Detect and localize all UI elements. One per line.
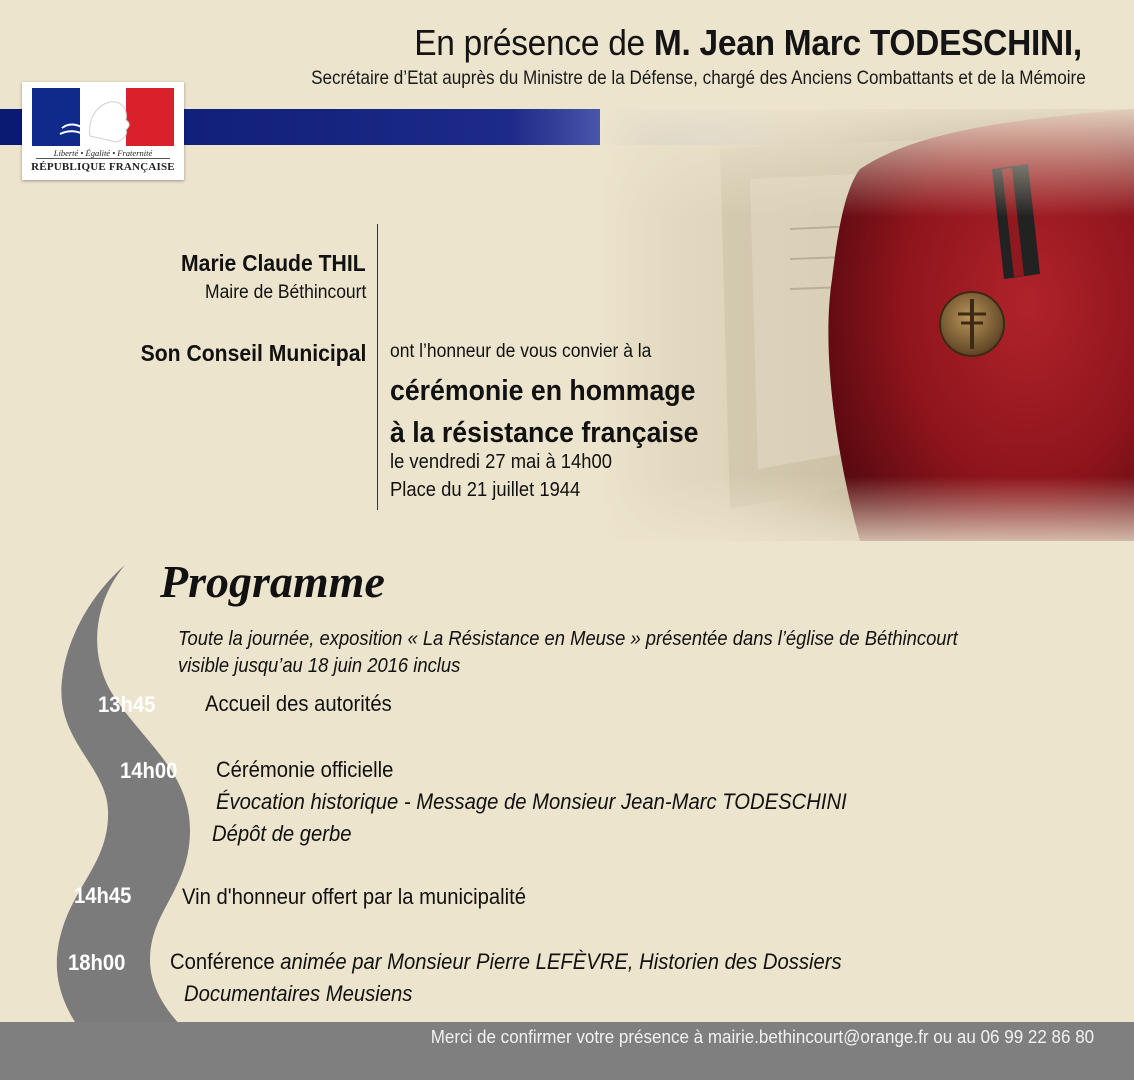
conference-label: Conférence xyxy=(170,949,281,974)
logo-name: RÉPUBLIQUE FRANÇAISE xyxy=(31,161,175,173)
event-date: le vendredi 27 mai à 14h00 xyxy=(390,451,612,473)
ceremony-title xyxy=(390,370,699,454)
guest-title: Secrétaire d’Etat auprès du Ministre de la Défense, chargé des Anciens Combattants et de la Mémoire xyxy=(311,68,1086,89)
programme-item: Évocation historique - Message de Monsieur Jean-Marc TODESCHINI xyxy=(216,789,847,814)
exhibition-line-2: visible jusqu’au 18 juin 2016 inclus xyxy=(178,655,461,677)
exhibition-line-1: Toute la journée, exposition « La Résistance en Meuse » présentée dans l’église de Béthincourt xyxy=(178,628,958,650)
ceremony-line-1: cérémonie en hommage xyxy=(390,375,696,407)
marianne-flag-icon xyxy=(32,88,174,146)
programme-item xyxy=(170,949,842,975)
programme-item: Cérémonie officielle xyxy=(216,757,394,782)
header-title xyxy=(414,22,1082,64)
rsvp-text: Merci de confirmer votre présence à mairie.bethincourt@orange.fr ou au 06 99 22 86 80 xyxy=(430,1026,1094,1047)
logo-divider xyxy=(36,158,170,159)
divider xyxy=(377,224,378,510)
programme-time: 18h00 xyxy=(68,950,126,975)
host-name: Marie Claude THIL xyxy=(181,250,366,276)
programme-title: Programme xyxy=(160,556,385,607)
programme-item: Vin d'honneur offert par la municipalité xyxy=(182,884,527,909)
exhibition-note xyxy=(178,626,958,680)
programme-item: Accueil des autorités xyxy=(205,691,392,716)
republique-francaise-logo xyxy=(22,82,184,180)
programme-item: Documentaires Meusiens xyxy=(184,981,413,1006)
programme-time: 14h00 xyxy=(120,758,178,783)
medal-photo xyxy=(600,109,1134,541)
conference-speaker: animée par Monsieur Pierre LEFÈVRE, Historien des Dossiers xyxy=(280,949,842,974)
header-prefix: En présence de xyxy=(414,22,654,63)
ceremony-line-2: à la résistance française xyxy=(390,417,699,449)
guest-name: M. Jean Marc TODESCHINI, xyxy=(653,22,1082,63)
logo-motto: Liberté • Égalité • Fraternité xyxy=(53,148,153,158)
programme-time: 13h45 xyxy=(98,692,156,717)
invitation-intro: ont l’honneur de vous convier à la xyxy=(390,341,652,362)
programme-item: Dépôt de gerbe xyxy=(212,821,352,846)
programme-time: 14h45 xyxy=(74,883,132,908)
host-role: Maire de Béthincourt xyxy=(204,282,366,303)
council-name: Son Conseil Municipal xyxy=(140,340,366,366)
event-place: Place du 21 juillet 1944 xyxy=(390,479,581,501)
